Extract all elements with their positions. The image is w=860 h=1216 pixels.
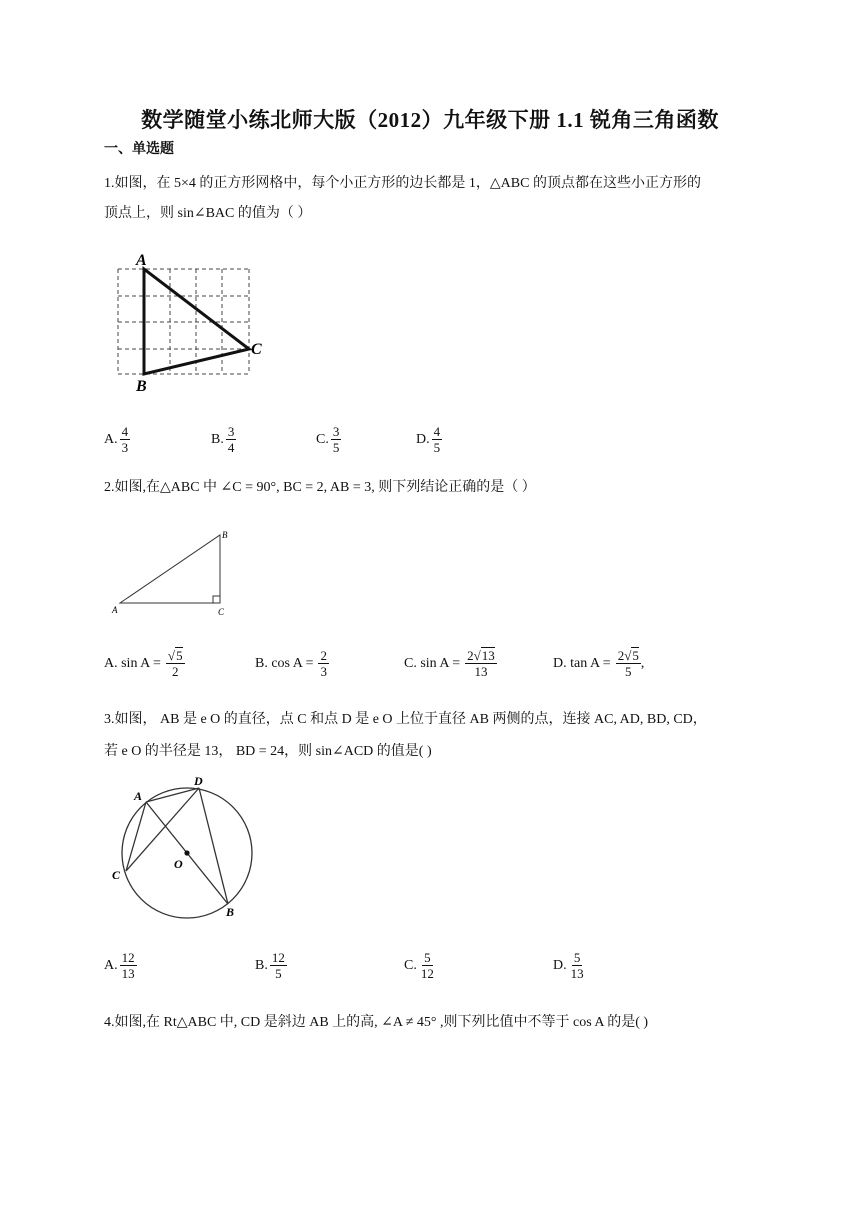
question-3-line-2: 若 e O 的半径是 13， BD = 24，则 sin∠ACD 的值是( ) [104, 744, 432, 759]
numerator: 4 [121, 424, 129, 439]
grid-triangle-figure [108, 248, 268, 396]
label-d: D [194, 774, 203, 788]
denominator: 5 [332, 440, 340, 455]
label-c: C [112, 868, 121, 882]
option-letter: B. cos A = [255, 655, 314, 671]
coefficient: 2 [617, 648, 625, 663]
q1-option-d[interactable] [416, 424, 442, 455]
q3-option-c[interactable] [404, 950, 436, 981]
option-letter: D. tan A = [553, 655, 611, 671]
denominator: 2 [171, 664, 179, 679]
option-letter: B. [255, 957, 268, 973]
q3-option-b[interactable] [255, 950, 287, 981]
denominator: 5 [275, 966, 282, 981]
question-4-line-1: 4.如图,在 Rt△ABC 中, CD 是斜边 AB 上的高, ∠A ≠ 45° ,则下列比值中不等于 cos A 的是( ) [104, 1015, 649, 1030]
option-letter: C. [316, 431, 329, 447]
label-a: A [136, 252, 147, 269]
q2-option-b[interactable] [255, 648, 329, 679]
q2-option-a[interactable]: A. sin A = $\frac{√5}{2}$ [104, 648, 183, 679]
denominator: 13 [121, 966, 135, 981]
option-letter: D. [553, 957, 567, 973]
numerator: 5 [573, 950, 581, 965]
q3-option-d[interactable] [553, 950, 586, 981]
numerator: 3 [332, 424, 340, 439]
numerator: 3 [227, 424, 235, 439]
label-b: B [226, 905, 235, 919]
numerator: 12 [271, 950, 285, 965]
question-1-line-2: 顶点上，则 sin∠BAC 的值为（ ） [104, 206, 312, 221]
denominator: 13 [570, 966, 584, 981]
question-2-line-1: 2.如图,在△ABC 中 ∠C = 90°, BC = 2, AB = 3, 则下列结论正确的是（ ） [104, 480, 536, 495]
q1-option-a[interactable] [104, 424, 130, 455]
option-letter: C. [404, 957, 417, 973]
option-letter: A. sin A = [104, 655, 161, 671]
radicand: 5 [176, 648, 183, 663]
radicand: 13 [481, 648, 495, 663]
q3-option-a[interactable] [104, 950, 137, 981]
denominator: 13 [474, 664, 488, 679]
label-c: C [251, 341, 262, 358]
label-b: B [222, 530, 228, 540]
q2-option-d[interactable]: D. tan A = $\frac{2√5}{5}$ , [553, 648, 645, 679]
option-letter: A. [104, 957, 118, 973]
numerator: 12 [121, 950, 135, 965]
denominator: 5 [625, 664, 632, 679]
label-o: O [174, 857, 183, 871]
q1-option-c[interactable] [316, 424, 341, 455]
radicand: 5 [632, 648, 639, 663]
numerator: 4 [433, 424, 441, 439]
label-a: A [112, 605, 118, 615]
denominator: 12 [420, 966, 434, 981]
numerator: 5 [424, 950, 431, 965]
label-c: C [218, 607, 225, 617]
option-letter: D. [416, 431, 430, 447]
right-triangle-figure [108, 526, 238, 618]
question-1-line-1: 1.如图，在 5×4 的正方形网格中，每个小正方形的边长都是 1，△ABC 的顶点都在这些小正方形的 [104, 176, 701, 191]
option-suffix: , [640, 655, 645, 671]
circle-figure [104, 772, 264, 922]
q2-option-c[interactable]: C. sin A = $\frac{2√13}{13}$ [404, 648, 495, 679]
option-letter: B. [211, 431, 224, 447]
page-title: 数学随堂小练北师大版（2012）九年级下册 1.1 锐角三角函数 [141, 108, 719, 132]
denominator: 3 [121, 440, 129, 455]
numerator: 2 [320, 648, 327, 663]
denominator: 3 [320, 664, 327, 679]
denominator: 4 [227, 440, 235, 455]
section-heading: 一、单选题 [104, 142, 174, 157]
option-letter: A. [104, 431, 118, 447]
label-a: A [134, 789, 143, 803]
question-3-line-1: 3.如图， AB 是 e O 的直径，点 C 和点 D 是 e O 上位于直径 AB 两侧的点，连接 AC, AD, BD, CD， [104, 712, 707, 727]
coefficient: 2 [467, 648, 474, 663]
q1-option-b[interactable] [211, 424, 236, 455]
denominator: 5 [433, 440, 441, 455]
label-b: B [136, 378, 147, 395]
option-letter: C. sin A = [404, 655, 461, 671]
